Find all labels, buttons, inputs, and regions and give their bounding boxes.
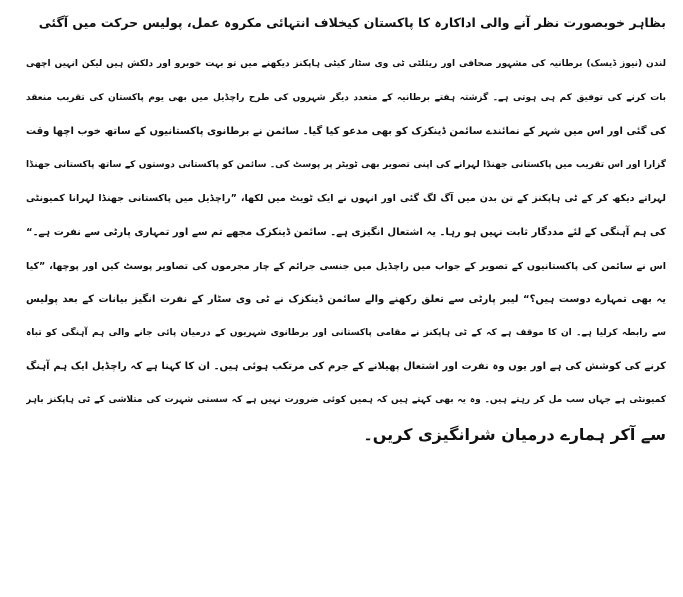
article-line: گزارا اور اس تقریب میں پاکستانی جھنڈا لہرانے کی اپنی تصویر بھی ٹویٹر پر پوسٹ کی۔ سائمن کو پاکستانی دوستوں کے ساتھ پاکستانی جھنڈا [26, 159, 666, 170]
news-article [26, 6, 666, 451]
article-line: سے رابطہ کرلیا ہے۔ ان کا موقف ہے کہ کے ٹی ہاپکنز نے مقامی پاکستانی اور برطانوی شہریوں کے درمیان پائی جانے والی ہم آہنگی کو تباہ [26, 327, 666, 338]
article-line: یہ بھی تمہارے دوست ہیں؟“ لیبر پارٹی سے تعلق رکھنے والے سائمن ڈینکزک نے ٹی وی سٹار کے نفرت انگیز بیانات کے بعد پولیس [26, 294, 666, 306]
article-line: کمیونٹی ہے جہاں سب مل کر رہتے ہیں۔ وہ یہ بھی کہتے ہیں کہ ہمیں کوئی ضرورت نہیں ہے کہ سستی شہرت کی متلاشی کے ٹی ہاپکنز باہر [26, 394, 666, 405]
article-line: اس نے سائمن کی پاکستانیوں کے تصویر کے جواب میں راچڈیل میں جنسی جرائم کے چار مجرموں کی تصاویر پوسٹ کیں اور پوچھا، ”کیا [26, 260, 666, 272]
article-line: لہراتے دیکھ کر کے ٹی ہاپکنز کے تن بدن میں آگ لگ گئی اور انہوں نے ایک ٹویٹ میں لکھا، ”راچڈیل میں پاکستانی جھنڈا لہرانا کمیونٹی [26, 193, 666, 205]
article-line: سے آکر ہمارے درمیان شرانگیزی کریں۔ [363, 424, 666, 444]
article-headline: بظاہر خوبصورت نظر آنے والی اداکارہ کا پاکستان کیخلاف انتہائی مکروہ عمل، پولیس حرکت میں آگئی [38, 15, 666, 30]
article-line: کی گئی اور اس میں شہر کے نمائندے سائمن ڈینکزک کو بھی مدعو کیا گیا۔ سائمن نے برطانوی پاکستانیوں کے ساتھ خوب اچھا وقت [26, 126, 666, 138]
article-line: بات کرنے کی توفیق کم ہی ہوتی ہے۔ گزشتہ ہفتے برطانیہ کے متعدد دیگر شہروں کی طرح راچڈیل میں بھی یوم پاکستان کی تقریب منعقد [26, 92, 666, 103]
article-line: کی ہم آہنگی کے لئے مددگار ثابت نہیں ہو رہا۔ یہ اشتعال انگیزی ہے۔ سائمن ڈینکزک مجھے تم سے اور تمہاری پارٹی سے نفرت ہے۔“ [26, 226, 666, 238]
article-body [26, 48, 666, 451]
article-line: کرنے کی کوشش کی ہے اور یوں وہ نفرت اور اشتعال پھیلانے کے جرم کی مرتکب ہوئی ہیں۔ ان کا کہنا ہے کہ راچڈیل ایک ہم آہنگ [26, 361, 666, 373]
article-line: لندن (نیوز ڈیسک) برطانیہ کی مشہور صحافی اور ریئلٹی ٹی وی سٹار کیٹی ہاپکنز دیکھنے میں تو بہت خوبرو اور دلکش ہیں لیکن انہیں اچھی [26, 59, 666, 69]
